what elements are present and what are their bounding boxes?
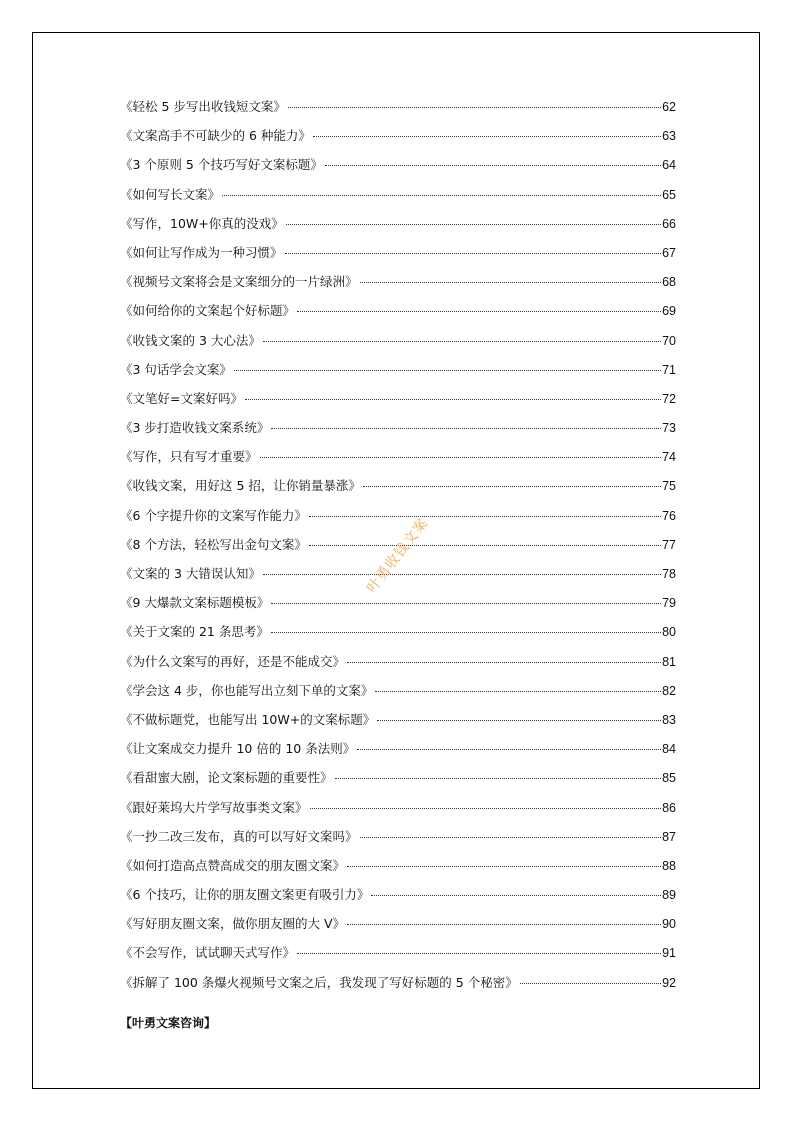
toc-entry-title: 《6 个技巧，让你的朋友圈文案更有吸引力》: [120, 887, 370, 903]
toc-entry-page: 80: [662, 625, 676, 640]
toc-entry-title: 《关于文案的 21 条思考》: [120, 624, 269, 640]
toc-entry-page: 64: [662, 158, 676, 173]
toc-leader-dots: [271, 603, 661, 604]
toc-entry-page: 74: [662, 450, 676, 465]
toc-entry-title: 《看甜蜜大剧，论文案标题的重要性》: [120, 770, 333, 786]
toc-entry-title: 《文笔好=文案好吗》: [120, 390, 243, 406]
toc-entry-title: 《收钱文案，用好这 5 招，让你销量暴涨》: [120, 478, 361, 494]
toc-entry[interactable]: [120, 885, 676, 914]
toc-leader-dots: [245, 399, 661, 400]
toc-entry-title: 《让文案成交力提升 10 倍的 10 条法则》: [120, 741, 356, 757]
toc-leader-dots: [260, 457, 662, 458]
toc-leader-dots: [309, 545, 661, 546]
toc-entry-title: 《写好朋友圈文案，做你朋友圈的大 V》: [120, 916, 346, 932]
toc-entry-page: 62: [662, 100, 676, 114]
toc-entry-title: 《视频号文案将会是文案细分的一片绿洲》: [120, 274, 358, 290]
toc-entry[interactable]: [120, 243, 676, 272]
toc-leader-dots: [347, 924, 661, 925]
toc-entry-page: 76: [662, 508, 676, 523]
toc-entry-title: 《6 个字提升你的文案写作能力》: [120, 507, 307, 523]
toc-entry-title: 《收钱文案的 3 大心法》: [120, 332, 261, 348]
toc-entry[interactable]: [120, 447, 676, 476]
toc-entry[interactable]: [120, 126, 676, 155]
toc-leader-dots: [335, 778, 662, 779]
toc-entry-page: 84: [662, 742, 676, 757]
toc-entry-page: 78: [662, 567, 676, 581]
toc-leader-dots: [520, 983, 661, 984]
toc-leader-dots: [263, 574, 661, 575]
toc-leader-dots: [360, 837, 662, 838]
toc-entry[interactable]: [120, 973, 676, 1002]
toc-entry-title: 《如何让写作成为一种习惯》: [120, 244, 283, 260]
toc-entry[interactable]: [120, 827, 676, 856]
toc-leader-dots: [347, 866, 661, 867]
toc-leader-dots: [234, 370, 661, 371]
toc-leader-dots: [375, 691, 661, 692]
toc-entry-page: 89: [662, 888, 676, 903]
toc-entry-title: 《写作，10W+你真的没戏》: [120, 215, 284, 231]
toc-leader-dots: [377, 720, 661, 721]
toc-entry-page: 67: [662, 245, 676, 260]
toc-entry-title: 《跟好莱坞大片学写故事类文案》: [120, 799, 308, 815]
toc-leader-dots: [357, 749, 661, 750]
toc-entry-title: 《3 个原则 5 个技巧写好文案标题》: [120, 157, 323, 173]
toc-leader-dots: [347, 662, 661, 663]
toc-leader-dots: [271, 428, 661, 429]
toc-entry-page: 86: [662, 800, 676, 815]
toc-entry[interactable]: [120, 331, 676, 360]
toc-entry-page: 65: [662, 187, 676, 202]
toc-entry-page: 71: [662, 362, 676, 377]
toc-entry[interactable]: [120, 739, 676, 768]
toc-entry-title: 《一抄二改三发布，真的可以写好文案吗》: [120, 828, 358, 844]
toc-entry[interactable]: [120, 97, 676, 126]
toc-entry-title: 《3 句话学会文案》: [120, 361, 232, 377]
toc-leader-dots: [371, 895, 661, 896]
toc-entry[interactable]: [120, 622, 676, 651]
toc-entry-title: 《3 步打造收钱文案系统》: [120, 420, 270, 436]
toc-entry-title: 《9 大爆款文案标题模板》: [120, 595, 270, 611]
toc-leader-dots: [222, 195, 661, 196]
toc-entry[interactable]: [120, 943, 676, 972]
toc-entry[interactable]: [120, 214, 676, 243]
toc-entry-title: 《轻松 5 步写出收钱短文案》: [120, 99, 286, 114]
toc-entry[interactable]: [120, 710, 676, 739]
toc-leader-dots: [297, 953, 661, 954]
toc-entry-page: 63: [662, 129, 676, 144]
toc-leader-dots: [271, 632, 661, 633]
toc-leader-dots: [325, 165, 661, 166]
toc-entry-title: 《如何给你的文案起个好标题》: [120, 303, 296, 319]
toc-entry-page: 69: [662, 304, 676, 319]
toc-entry-title: 《文案高手不可缺少的 6 种能力》: [120, 128, 311, 144]
toc-entry[interactable]: [120, 476, 676, 505]
toc-entry[interactable]: [120, 185, 676, 214]
toc-leader-dots: [310, 808, 662, 809]
toc-entry-page: 70: [662, 333, 676, 348]
toc-leader-dots: [285, 253, 662, 254]
toc-entry-title: 《如何写长文案》: [120, 186, 221, 202]
toc-entry[interactable]: [120, 652, 676, 681]
toc-entry[interactable]: [120, 272, 676, 301]
toc-entry-title: 《拆解了 100 条爆火视频号文案之后，我发现了写好标题的 5 个秘密》: [120, 974, 518, 990]
toc-entry[interactable]: [120, 681, 676, 710]
toc-entry-title: 《不会写作，试试聊天式写作》: [120, 945, 296, 961]
toc-entry-page: 75: [662, 479, 676, 494]
watermark: 叶勇收钱文案: [363, 515, 432, 597]
toc-entry[interactable]: [120, 155, 676, 184]
toc-leader-dots: [286, 224, 661, 225]
toc-entry[interactable]: [120, 360, 676, 389]
toc-entry-title: 《8 个方法，轻松写出金句文案》: [120, 536, 307, 552]
toc-entry-title: 《写作，只有写才重要》: [120, 449, 258, 465]
footer-note: 【叶勇文案咨询】: [120, 1016, 217, 1030]
toc-entry-page: 73: [662, 421, 676, 436]
toc-entry-title: 《学会这 4 步，你也能写出立刻下单的文案》: [120, 682, 374, 698]
toc-entry-page: 68: [662, 275, 676, 290]
toc-entry[interactable]: [120, 798, 676, 827]
toc-entry-page: 90: [662, 917, 676, 932]
toc-entry-title: 《为什么文案写的再好，还是不能成交》: [120, 653, 346, 669]
toc-entry-page: 82: [662, 683, 676, 698]
toc-leader-dots: [363, 486, 661, 487]
toc-entry-page: 81: [662, 654, 676, 669]
toc-leader-dots: [263, 341, 661, 342]
toc-entry[interactable]: [120, 593, 676, 622]
toc-entry[interactable]: [120, 856, 676, 885]
toc-entry[interactable]: [120, 301, 676, 330]
toc-entry-page: 87: [662, 829, 676, 844]
toc-entry-page: 66: [662, 216, 676, 231]
toc-entry[interactable]: [120, 389, 676, 418]
toc-entry[interactable]: [120, 768, 676, 797]
toc-entry-page: 79: [662, 596, 676, 611]
toc-entry-page: 77: [662, 537, 676, 552]
toc-entry-page: 72: [662, 391, 676, 406]
toc-leader-dots: [288, 107, 661, 108]
toc-entry-page: 91: [662, 946, 676, 961]
toc-entry-page: 83: [662, 712, 676, 727]
toc-entry-title: 《文案的 3 大错误认知》: [120, 566, 261, 581]
toc-leader-dots: [297, 311, 661, 312]
toc-leader-dots: [360, 282, 662, 283]
toc-entry-title: 《不做标题党，也能写出 10W+的文案标题》: [120, 711, 376, 727]
toc-leader-dots: [313, 136, 661, 137]
toc-entry-page: 92: [662, 975, 676, 990]
toc-entry-page: 85: [662, 771, 676, 786]
toc-entry-title: 《如何打造高点赞高成交的朋友圈文案》: [120, 857, 346, 873]
toc-entry[interactable]: [120, 418, 676, 447]
toc-entry[interactable]: [120, 506, 676, 535]
toc-entry[interactable]: [120, 914, 676, 943]
toc-leader-dots: [309, 516, 661, 517]
toc-entry-page: 88: [662, 858, 676, 873]
